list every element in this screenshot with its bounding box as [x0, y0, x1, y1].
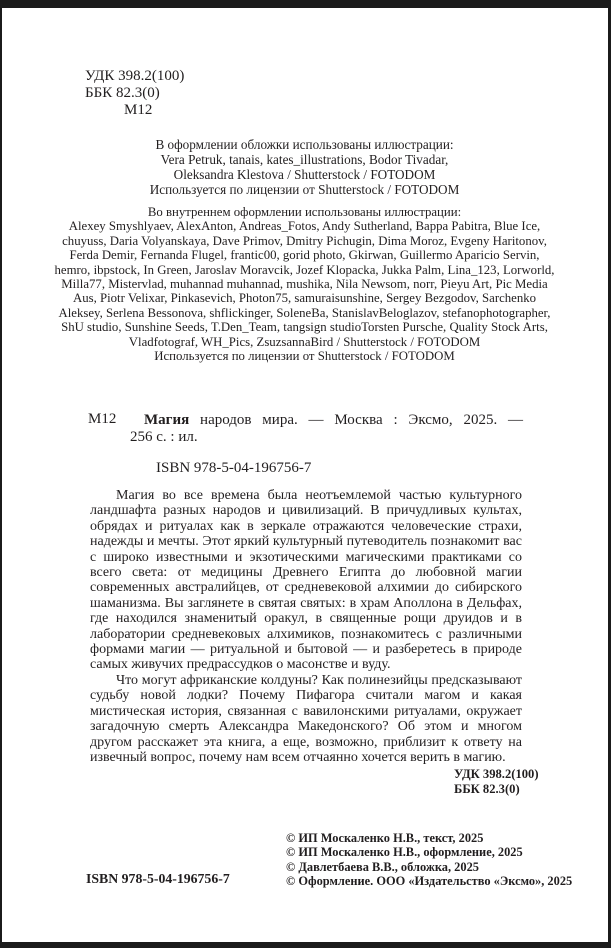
inner-credits-block [2, 205, 607, 363]
top-classification-block [85, 68, 184, 119]
credits-line: Aleksey, Serlena Bessonova, shflickinger, SoleneBa, StanislavBeloglazov, stefanophotographer, [58, 305, 551, 320]
isbn-top: ISBN 978-5-04-196756-7 [156, 460, 312, 476]
biblio-entry [130, 411, 523, 430]
annotation-paragraph-1: Магия во все времена была неотъемлемой частью культурного ландшафта разных народов и цивилизаций. В причудливых культах, обрядах и ритуалах как в зеркале отражаются человеческие страхи, надежды и мечты. Этот яркий культурный путеводитель познакомит вас с широко известными и экзотическими магическими практиками со всего света: от медицины Древнего Египта до любовной магии современных австралийцев, от средневековой алхимии до сибирского шаманизма. Вы заглянете в святая святых: в храм Аполлона в Дельфах, где находился знаменитый оракул, в священные рощи друидов и в лаборатории средневековых алхимиков, познакомитесь с различными формами магии — ритуальной и бытовой — и разберетесь в природе самых живучих предрассудков о масонстве и вуду. [90, 488, 522, 673]
isbn-bottom: ISBN 978-5-04-196756-7 [86, 871, 230, 886]
credits-line: Alexey Smyshlyaev, AlexAnton, Andreas_Fotos, Andy Sutherland, Bappa Pabitra, Blue Ice, [68, 219, 541, 234]
udk-code: УДК 398.2(100) [85, 68, 185, 84]
credits-line: Milla77, Mistervlad, muhannad muhannad, mushika, Nila Newsom, norr, Pieyu Art, Pic Media [61, 277, 548, 292]
credits-line: В оформлении обложки использованы иллюстрации: [155, 137, 454, 152]
credits-line: Aus, Piotr Velixar, Pinkasevich, Photon75, samuraisunshine, Sergey Bezgodov, Sarchenko [72, 291, 537, 306]
biblio-pages: 256 с. : ил. [130, 429, 198, 445]
copyright-line: © Оформление. ООО «Издательство «Эксмо», 2025 [286, 873, 573, 888]
copyright-line: © ИП Москаленко Н.В., оформление, 2025 [286, 845, 523, 860]
copyright-line: © Давлетбаева В.В., обложка, 2025 [286, 859, 479, 874]
cover-credits-block [2, 137, 607, 197]
annotation-block [90, 488, 522, 765]
copyright-line: © ИП Москаленко Н.В., текст, 2025 [286, 831, 484, 845]
annotation-paragraph-2: Что могут африканские колдуны? Как полинезийцы предсказывают судьбу новой лодки? Почему Пифагора считали магом и какая мистическая история, связанная с вавилонскими ритуалами, окружает загадочную смерть Александра Македонского? Об этом и многом другом расскажет эта книга, а еще, возможно, приблизит к ответу на извечный вопрос, почему нам всем отчаянно хочется верить в магию. [90, 672, 522, 765]
biblio-imprint: народов мира. — Москва : Эксмо, 2025. — [189, 412, 523, 428]
author-sign-code: М12 [124, 102, 153, 118]
copyright-block [286, 831, 572, 888]
credits-line: ShU studio, Sunshine Seeds, T.Den_Team, tangsign studioTorsten Pursche, Quality Stock Arts, [61, 320, 548, 335]
biblio-author-sign: М12 [88, 411, 117, 427]
credits-line: Oleksandra Klestova / Shutterstock / FOTODOM [173, 167, 436, 182]
bbk-code: ББК 82.3(0) [85, 85, 160, 101]
bbk-code-bottom: ББК 82.3(0) [454, 782, 520, 796]
credits-line: chuyuss, Daria Volyanskaya, Dave Primov, Dmitry Pichugin, Dima Moroz, Evgeny Haritonov, [62, 233, 547, 248]
book-title: Магия [144, 412, 190, 428]
credits-line: Vera Petruk, tanais, kates_illustrations, Bodor Tivadar, [160, 152, 449, 167]
udk-code-bottom: УДК 398.2(100) [454, 767, 539, 781]
credits-line: Используется по лицензии от Shutterstock / FOTODOM [149, 182, 460, 197]
bottom-classification-block [454, 767, 539, 797]
credits-line: Vladfotograf, WH_Pics, ZsuzsannaBird / Shutterstock / FOTODOM [128, 334, 481, 349]
credits-line: Ferda Demir, Fernanda Flugel, frantic00, gorid photo, Gkirwan, Guillermo Aparicio Servin, [69, 248, 540, 263]
credits-line: Во внутреннем оформлении использованы иллюстрации: [147, 205, 462, 219]
credits-line: Используется по лицензии от Shutterstock / FOTODOM [154, 349, 455, 364]
credits-line: hemro, ibpstock, In Green, Jaroslav Moravcik, Jozef Klopacka, Jukka Palm, Lina_123, Lorworld, [54, 262, 555, 277]
